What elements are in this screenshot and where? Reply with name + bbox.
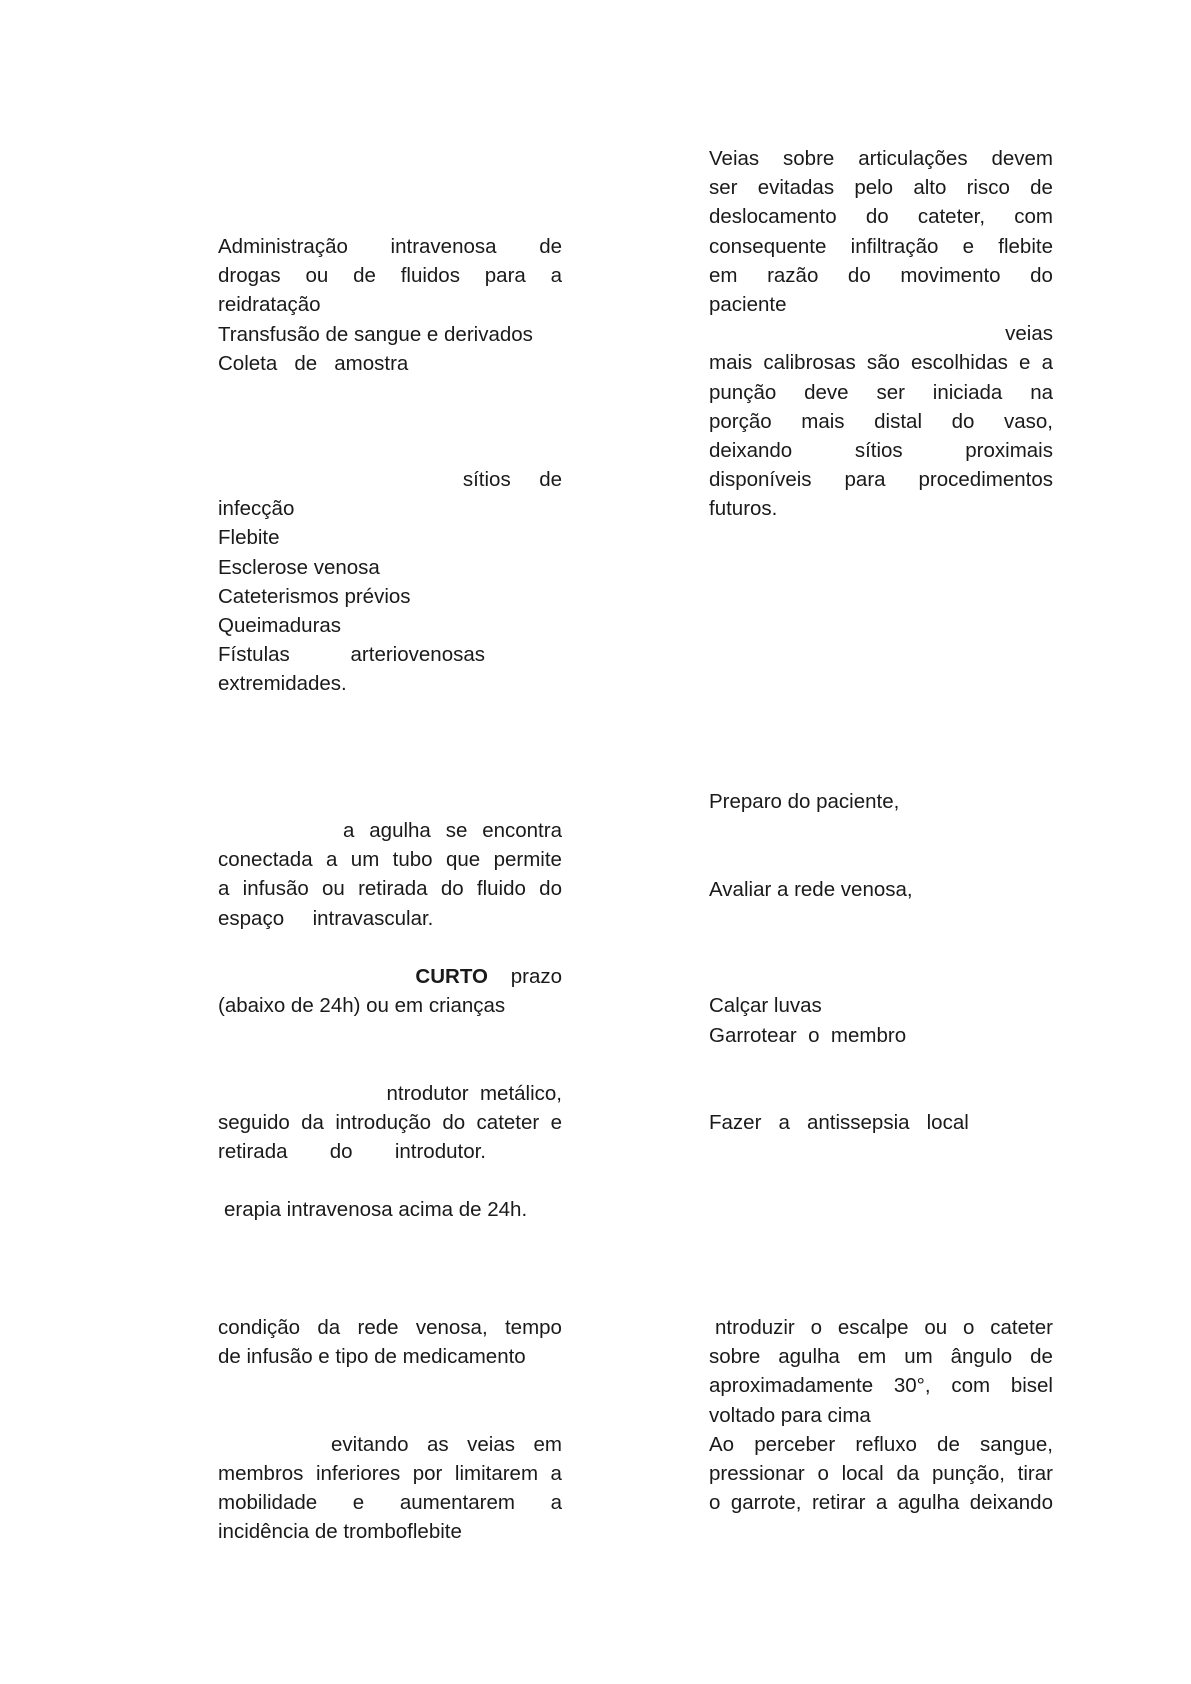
word: infiltração bbox=[850, 234, 939, 258]
bold-word: CURTO bbox=[415, 964, 488, 988]
text-line: futuros. bbox=[709, 497, 778, 521]
word: seguido bbox=[218, 1110, 290, 1134]
word: deixando bbox=[709, 438, 793, 462]
word: cateter bbox=[990, 1316, 1053, 1339]
word: que bbox=[445, 848, 481, 872]
word: da bbox=[317, 1316, 341, 1339]
word: retirada bbox=[218, 1140, 288, 1164]
text-line bbox=[218, 1430, 562, 1459]
text-line bbox=[709, 1371, 1053, 1400]
word: metálico, bbox=[479, 1081, 562, 1105]
word: mais bbox=[801, 409, 845, 433]
word: para bbox=[844, 468, 886, 492]
word: prazo bbox=[510, 964, 562, 988]
text-line: paciente bbox=[709, 292, 787, 316]
word: do bbox=[865, 205, 889, 229]
word: aproximadamente bbox=[709, 1374, 874, 1398]
word: de bbox=[294, 351, 318, 375]
word: veias bbox=[467, 1432, 515, 1456]
word: sobre bbox=[783, 147, 835, 170]
word: evitando bbox=[331, 1432, 409, 1456]
text-line bbox=[709, 1313, 1053, 1342]
word: movimento bbox=[900, 263, 1001, 287]
right-block-procedure-steps bbox=[709, 787, 1053, 1137]
text-line bbox=[218, 349, 562, 378]
word: condição bbox=[218, 1316, 301, 1339]
word: as bbox=[427, 1432, 449, 1456]
right-block-insertion bbox=[709, 1313, 1053, 1517]
word: distal bbox=[874, 409, 922, 433]
word: e bbox=[550, 1110, 562, 1134]
word: ser bbox=[876, 380, 905, 404]
text-line: incidência de tromboflebite bbox=[218, 1520, 462, 1544]
word: agulha bbox=[778, 1345, 840, 1369]
word: sangue, bbox=[980, 1432, 1053, 1456]
word: limitarem bbox=[454, 1461, 539, 1485]
text-line bbox=[709, 144, 1053, 173]
text-line: extremidades. bbox=[218, 672, 347, 696]
text-line bbox=[218, 874, 562, 903]
word: infusão bbox=[242, 877, 309, 901]
word: agulha bbox=[369, 819, 431, 842]
left-block-site-selection bbox=[218, 1313, 562, 1547]
text-line: veias bbox=[1005, 322, 1053, 346]
word: pressionar bbox=[709, 1461, 805, 1485]
word: do bbox=[440, 877, 464, 901]
word: um bbox=[904, 1345, 933, 1369]
word: punção bbox=[709, 380, 777, 404]
word: iniciada bbox=[932, 380, 1003, 404]
word: a bbox=[326, 848, 338, 872]
word: para bbox=[484, 264, 526, 288]
word: rede bbox=[357, 1316, 399, 1339]
text-line bbox=[709, 173, 1053, 202]
word: da bbox=[301, 1110, 324, 1134]
word: deslocamento bbox=[709, 205, 837, 229]
word: do bbox=[329, 1140, 353, 1164]
word: ângulo bbox=[950, 1345, 1013, 1369]
word: risco bbox=[966, 176, 1010, 200]
text-line bbox=[218, 261, 562, 290]
text-line: voltado para cima bbox=[709, 1403, 871, 1427]
word: o bbox=[709, 1491, 721, 1515]
word: intravascular. bbox=[312, 906, 434, 930]
word: deve bbox=[804, 380, 849, 404]
word: porção bbox=[709, 409, 772, 433]
word: a bbox=[550, 264, 562, 288]
word: cateter bbox=[476, 1110, 540, 1134]
word: mobilidade bbox=[218, 1491, 318, 1515]
word: um bbox=[350, 848, 380, 872]
left-block-indications bbox=[218, 232, 562, 378]
word: de bbox=[1030, 1345, 1053, 1369]
text-line: Flebite bbox=[218, 526, 280, 550]
word: da bbox=[896, 1461, 920, 1485]
text-line bbox=[218, 816, 562, 845]
word: bisel bbox=[1010, 1374, 1053, 1398]
text-line: Cateterismos prévios bbox=[218, 584, 411, 608]
word: do bbox=[442, 1110, 466, 1134]
word: em bbox=[709, 263, 738, 287]
word: ou bbox=[322, 877, 345, 901]
text-line: erapia intravenosa acima de 24h. bbox=[224, 1198, 528, 1222]
word: do bbox=[847, 263, 871, 287]
word: tubo bbox=[392, 848, 433, 872]
word: de bbox=[539, 468, 562, 491]
word: escalpe bbox=[837, 1316, 909, 1339]
text-line: de infusão e tipo de medicamento bbox=[218, 1345, 526, 1369]
word: ser bbox=[709, 176, 738, 200]
word: agulha bbox=[897, 1491, 960, 1515]
word: Coleta bbox=[218, 351, 278, 375]
word: a bbox=[1041, 351, 1053, 375]
word: pelo bbox=[854, 176, 894, 200]
right-block-vein-choice bbox=[709, 144, 1053, 523]
word: espaço bbox=[218, 906, 285, 930]
word: o bbox=[963, 1316, 975, 1339]
word: escolhidas bbox=[911, 351, 1008, 375]
word: articulações bbox=[858, 147, 968, 170]
word: venosa, bbox=[415, 1316, 488, 1339]
text-line bbox=[218, 1137, 486, 1166]
word: alto bbox=[913, 176, 947, 200]
word: arteriovenosas bbox=[350, 643, 485, 667]
text-line bbox=[218, 232, 562, 261]
text-line bbox=[709, 1342, 1053, 1371]
word: por bbox=[412, 1461, 443, 1485]
word: local bbox=[841, 1461, 884, 1485]
word: a bbox=[550, 1491, 562, 1515]
word: introdução bbox=[335, 1110, 432, 1134]
word: deixando bbox=[969, 1491, 1053, 1515]
word: garrote, bbox=[730, 1491, 802, 1515]
text-line bbox=[218, 1459, 562, 1488]
word: de bbox=[539, 235, 562, 258]
word: tempo bbox=[504, 1316, 562, 1339]
word: fluidos bbox=[400, 264, 460, 288]
word: são bbox=[866, 351, 900, 375]
word: de bbox=[937, 1432, 960, 1456]
word: inferiores bbox=[315, 1461, 401, 1485]
word: de bbox=[353, 264, 376, 288]
text-line bbox=[218, 1313, 562, 1342]
word: Veias bbox=[709, 147, 760, 170]
text-line bbox=[709, 436, 1053, 465]
word: aumentarem bbox=[399, 1491, 515, 1515]
word: e bbox=[1019, 351, 1031, 375]
word: do bbox=[1030, 263, 1053, 287]
text-line bbox=[218, 962, 562, 991]
text-line: Garrotear o membro bbox=[709, 1023, 907, 1047]
word: drogas bbox=[218, 264, 281, 288]
word: 30°, bbox=[893, 1374, 931, 1398]
text-line: Transfusão de sangue e derivados bbox=[218, 322, 533, 346]
word: amostra bbox=[334, 351, 409, 375]
word: devem bbox=[991, 147, 1053, 170]
word: em bbox=[857, 1345, 887, 1369]
word: cateter, bbox=[917, 205, 986, 229]
text-line bbox=[709, 261, 1053, 290]
word: membros bbox=[218, 1461, 304, 1485]
text-line bbox=[218, 1079, 562, 1108]
word: a bbox=[218, 877, 230, 901]
text-line bbox=[709, 202, 1053, 231]
word: calibrosas bbox=[763, 351, 856, 375]
word: sítios bbox=[462, 468, 511, 491]
word: conectada bbox=[218, 848, 313, 872]
word: a bbox=[875, 1491, 888, 1515]
text-line bbox=[218, 640, 485, 669]
text-line bbox=[709, 232, 1053, 261]
text-line: reidratação bbox=[218, 293, 321, 317]
word: fluido bbox=[476, 877, 526, 901]
text-line bbox=[218, 1108, 562, 1137]
word: sítios bbox=[854, 438, 903, 462]
word: intravenosa bbox=[390, 235, 497, 258]
word: ou bbox=[924, 1316, 948, 1339]
word: Administração bbox=[218, 235, 348, 258]
text-line: Fazer a antissepsia local bbox=[709, 1111, 969, 1135]
word: retirar bbox=[811, 1491, 866, 1515]
word: com bbox=[1014, 205, 1053, 229]
word: flebite bbox=[998, 234, 1053, 258]
text-line bbox=[218, 904, 562, 933]
word: tirar bbox=[1017, 1461, 1053, 1485]
word: se bbox=[445, 819, 468, 842]
word: e bbox=[352, 1491, 365, 1515]
word: evitadas bbox=[757, 176, 835, 200]
left-block-devices bbox=[218, 816, 562, 1225]
text-line bbox=[709, 465, 1053, 494]
text-line bbox=[218, 1488, 562, 1517]
word: perceber bbox=[754, 1432, 836, 1456]
word: em bbox=[533, 1432, 562, 1456]
left-block-contraindications bbox=[218, 465, 562, 699]
word: refluxo bbox=[855, 1432, 917, 1456]
word: encontra bbox=[482, 819, 562, 842]
word: ou bbox=[305, 264, 329, 288]
text-line bbox=[218, 465, 562, 494]
word: vaso, bbox=[1003, 409, 1053, 433]
word: procedimentos bbox=[918, 468, 1053, 492]
text-line: Preparo do paciente, bbox=[709, 790, 900, 813]
text-line bbox=[709, 1430, 1053, 1459]
word: na bbox=[1030, 380, 1053, 404]
word: introdutor. bbox=[394, 1140, 486, 1164]
word: consequente bbox=[709, 234, 827, 258]
word: do bbox=[951, 409, 975, 433]
word: e bbox=[962, 234, 975, 258]
text-line: Calçar luvas bbox=[709, 994, 822, 1018]
text-line: infecção bbox=[218, 497, 295, 521]
word: razão bbox=[767, 263, 819, 287]
word: de bbox=[1030, 176, 1053, 200]
word: com bbox=[951, 1374, 991, 1398]
word: o bbox=[817, 1461, 829, 1485]
word: a bbox=[550, 1461, 562, 1485]
text-line bbox=[709, 1459, 1053, 1488]
text-line: Avaliar a rede venosa, bbox=[709, 877, 913, 901]
text-line bbox=[709, 348, 1053, 377]
word: Fístulas bbox=[218, 643, 290, 667]
word: punção, bbox=[931, 1461, 1005, 1485]
text-line bbox=[218, 845, 562, 874]
word: retirada bbox=[358, 877, 428, 901]
word: mais bbox=[709, 351, 753, 375]
text-line bbox=[709, 378, 1053, 407]
word: do bbox=[539, 877, 562, 901]
word: Ao bbox=[709, 1432, 735, 1456]
word: a bbox=[343, 819, 355, 842]
word: proximais bbox=[965, 438, 1053, 462]
word: permite bbox=[493, 848, 562, 872]
text-line bbox=[709, 1488, 1053, 1517]
word: sobre bbox=[709, 1345, 761, 1369]
word: ntroduzir bbox=[715, 1316, 795, 1339]
word: o bbox=[810, 1316, 823, 1339]
word: disponíveis bbox=[709, 468, 812, 492]
text-line: (abaixo de 24h) ou em crianças bbox=[218, 994, 506, 1018]
word: ntrodutor bbox=[386, 1081, 469, 1105]
text-line: Esclerose venosa bbox=[218, 555, 380, 579]
text-line bbox=[709, 407, 1053, 436]
text-line: Queimaduras bbox=[218, 613, 342, 637]
